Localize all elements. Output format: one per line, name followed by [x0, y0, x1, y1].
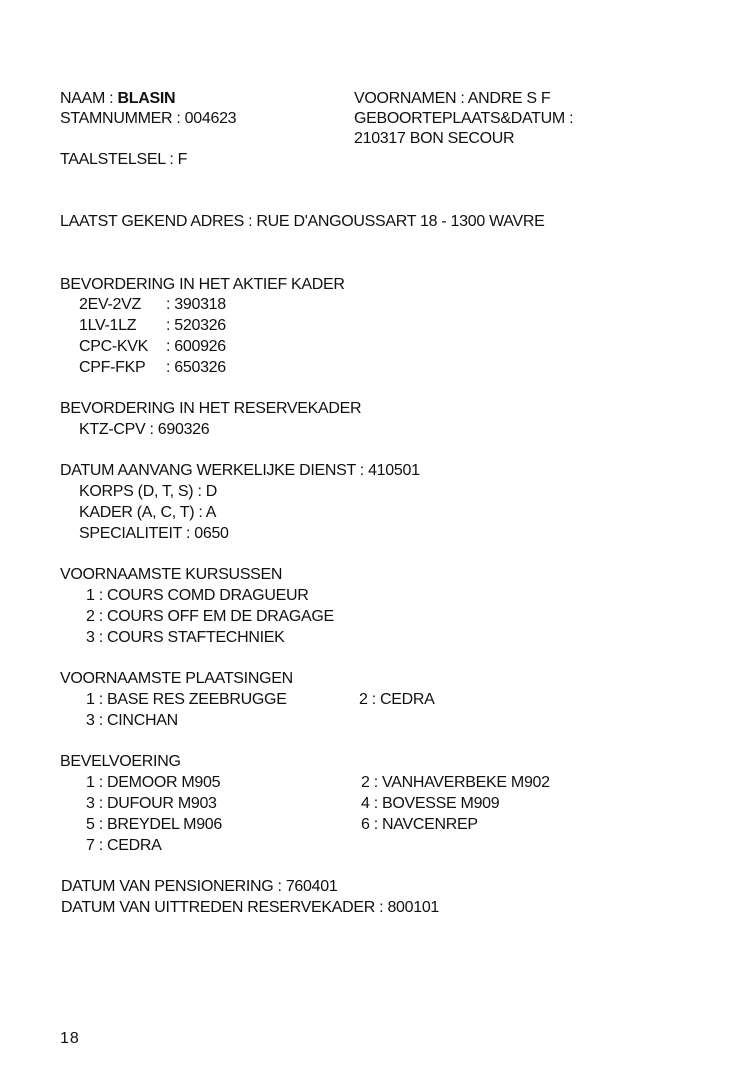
aktief-item-value: : 600926 [166, 338, 226, 355]
bevel-item: 3 : DUFOUR M903 [86, 795, 217, 812]
specialiteit: SPECIALITEIT : 0650 [79, 525, 229, 542]
plaatsing-item: 1 : BASE RES ZEEBRUGGE [86, 691, 287, 708]
datum-pensionering: DATUM VAN PENSIONERING : 760401 [61, 878, 338, 895]
aktief-item-value: : 520326 [166, 317, 226, 334]
stamnummer: STAMNUMMER : 004623 [60, 110, 237, 127]
bevel-item: 5 : BREYDEL M906 [86, 816, 223, 833]
reserve-item: KTZ-CPV : 690326 [79, 421, 210, 438]
bevel-item: 6 : NAVCENREP [361, 816, 478, 833]
voornamen: VOORNAMEN : ANDRE S F [354, 90, 551, 107]
bevel-item: 2 : VANHAVERBEKE M902 [361, 774, 550, 791]
aktief-item-label: 1LV-1LZ [79, 317, 137, 334]
aktief-item-value: : 390318 [166, 296, 226, 313]
naam-label: NAAM : [60, 90, 114, 107]
page-number: 18 [60, 1030, 80, 1047]
kursus-item: 2 : COURS OFF EM DE DRAGAGE [86, 608, 334, 625]
dienst-title: DATUM AANVANG WERKELIJKE DIENST : 410501 [60, 462, 420, 479]
plaatsing-item: 3 : CINCHAN [86, 712, 178, 729]
taalstelsel: TAALSTELSEL : F [60, 151, 188, 168]
bevel-item: 7 : CEDRA [86, 837, 162, 854]
bevelvoering-title: BEVELVOERING [60, 753, 181, 770]
aktief-item-label: CPC-KVK [79, 338, 149, 355]
aktief-item-label: CPF-FKP [79, 359, 146, 376]
plaatsingen-title: VOORNAAMSTE PLAATSINGEN [60, 670, 293, 687]
kursus-item: 3 : COURS STAFTECHNIEK [86, 629, 285, 646]
plaatsing-item: 2 : CEDRA [359, 691, 435, 708]
laatst-gekend-adres: LAATST GEKEND ADRES : RUE D'ANGOUSSART 18 - 1300 WAVRE [60, 213, 545, 230]
datum-uittreden: DATUM VAN UITTREDEN RESERVEKADER : 800101 [61, 899, 440, 916]
reserve-title: BEVORDERING IN HET RESERVEKADER [60, 400, 362, 417]
kursus-item: 1 : COURS COMD DRAGUEUR [86, 587, 309, 604]
kursussen-title: VOORNAAMSTE KURSUSSEN [60, 566, 283, 583]
geboorte-value: 210317 BON SECOUR [354, 130, 515, 147]
korps: KORPS (D, T, S) : D [79, 483, 218, 500]
kader: KADER (A, C, T) : A [79, 504, 217, 521]
bevel-item: 1 : DEMOOR M905 [86, 774, 221, 791]
bevel-item: 4 : BOVESSE M909 [361, 795, 500, 812]
naam-value: BLASIN [117, 90, 176, 107]
aktief-title: BEVORDERING IN HET AKTIEF KADER [60, 276, 345, 293]
naam-line [60, 89, 175, 109]
aktief-item-value: : 650326 [166, 359, 226, 376]
aktief-item-label: 2EV-2VZ [79, 296, 141, 313]
geboorte-label: GEBOORTEPLAATS&DATUM : [354, 110, 574, 127]
